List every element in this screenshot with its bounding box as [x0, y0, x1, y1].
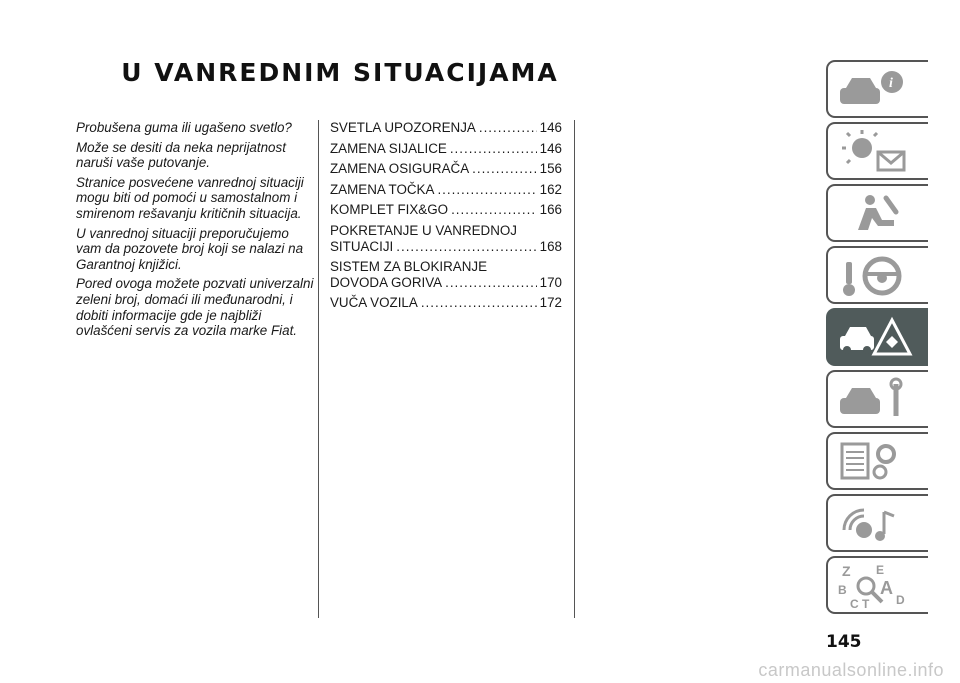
car-info-icon	[836, 66, 922, 114]
intro-paragraph: Pored ovoga možete pozvati univerzalni zeleni broj, domaći ili međunarodni, i dobiti informacije gde je najbliži ovlašćeni servis za vozila marke Fiat.	[76, 276, 314, 339]
key-steering-icon	[836, 252, 922, 300]
intro-text	[76, 120, 316, 343]
light-mail-icon	[836, 128, 922, 176]
column-divider	[574, 120, 575, 618]
toc-item[interactable]: KOMPLET FIX&GO ..... 166	[330, 202, 562, 218]
multimedia-icon	[836, 500, 922, 548]
tab-safety[interactable]	[826, 184, 928, 242]
svg-text:C: C	[850, 597, 859, 610]
svg-text:E: E	[876, 563, 885, 577]
toc-item[interactable]: POKRETANJE U VANREDNOJ SITUACIJI ..... 168	[330, 223, 562, 254]
toc-item[interactable]: ZAMENA TOČKA ..... 162	[330, 182, 562, 198]
toc-item[interactable]: ZAMENA SIJALICE ..... 146	[330, 141, 562, 157]
toc-item[interactable]: VUČA VOZILA ..... 172	[330, 295, 562, 311]
svg-text:D: D	[896, 593, 905, 607]
intro-paragraph: Stranice posvećene vanrednoj situaciji mogu biti od pomoći u samostalnom i smirenom rešavanju kritičnih situacija.	[76, 174, 304, 221]
tab-starting-driving[interactable]	[826, 246, 928, 304]
table-of-contents	[330, 120, 562, 316]
tab-lights-messages[interactable]	[826, 122, 928, 180]
index-letters-icon	[836, 562, 922, 610]
toc-item[interactable]: SISTEM ZA BLOKIRANJE DOVODA GORIVA ..... 170	[330, 259, 562, 290]
page-number: 145	[826, 632, 862, 652]
svg-text:T: T	[862, 597, 870, 610]
page-title: U VANREDNIM SITUACIJAMA	[121, 58, 559, 87]
watermark-text[interactable]: carmanualsonline.info	[758, 660, 944, 680]
tab-multimedia[interactable]	[826, 494, 928, 552]
tab-maintenance[interactable]	[826, 370, 928, 428]
svg-text:B: B	[838, 583, 847, 597]
tab-index[interactable]	[826, 556, 928, 614]
tab-emergency[interactable]	[826, 308, 928, 366]
specs-gear-icon	[836, 438, 922, 486]
intro-paragraph: U vanrednoj situaciji preporučujemo vam da pozovete broj koji se nalazi na Garantnoj knjižici.	[76, 225, 304, 272]
toc-item[interactable]: ZAMENA OSIGURAČA ..... 156	[330, 161, 562, 177]
toc-item[interactable]: SVETLA UPOZORENJA ..... 146	[330, 120, 562, 136]
car-wrench-icon	[836, 376, 922, 424]
svg-text:i: i	[889, 76, 893, 91]
svg-text:A: A	[880, 578, 893, 598]
intro-paragraph: Može se desiti da neka neprijatnost naruši vaše putovanje.	[76, 139, 286, 171]
svg-text:Z: Z	[842, 563, 851, 579]
seat-airbag-icon	[836, 190, 922, 238]
emergency-icon	[836, 314, 922, 362]
intro-paragraph: Probušena guma ili ugašeno svetlo?	[76, 120, 292, 135]
tab-car-info[interactable]	[826, 60, 928, 118]
tab-technical-data[interactable]	[826, 432, 928, 490]
column-divider	[318, 120, 319, 618]
footer-watermark	[0, 660, 960, 683]
